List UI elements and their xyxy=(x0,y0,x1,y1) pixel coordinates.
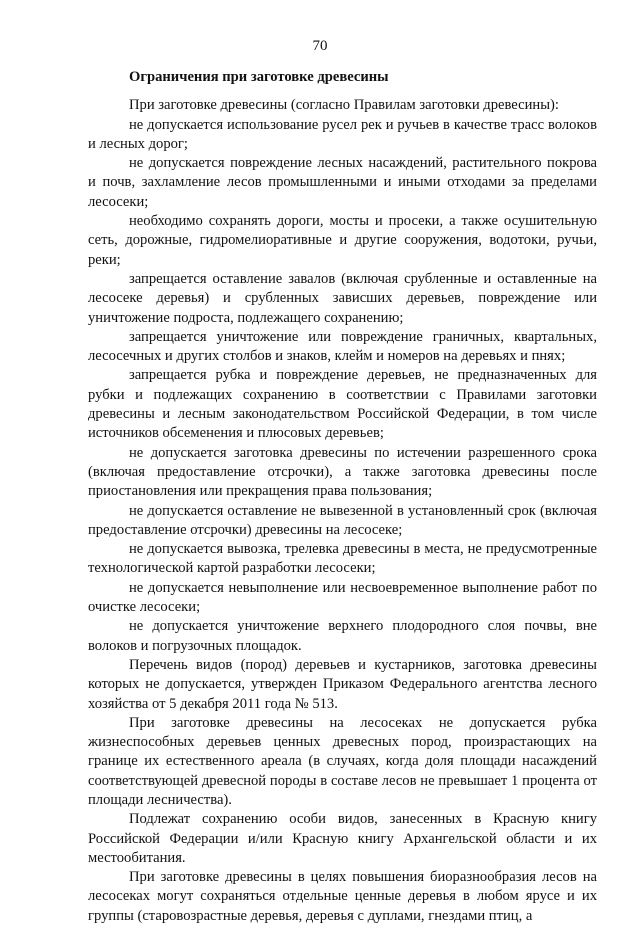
paragraph: не допускается уничтожение верхнего плодородного слоя почвы, вне волоков и погрузочных площадок. xyxy=(88,618,597,654)
paragraph: запрещается рубка и повреждение деревьев, не предназначенных для рубки и подлежащих сохранению в соответствии с Правилами заготовки древесины и лесным законодательством Российской Федерации, в том числе источников обсеменения и плюсовых деревьев; xyxy=(88,367,597,442)
paragraph: не допускается вывозка, трелевка древесины в места, не предусмотренные технологической картой разработки лесосеки; xyxy=(88,541,597,577)
paragraph: запрещается оставление завалов (включая срубленные и оставленные на лесосеке деревья) и срубленных зависших деревьев, повреждение или уничтожение подроста, подлежащего сохранению; xyxy=(88,270,597,326)
paragraph: При заготовке древесины на лесосеках не допускается рубка жизнеспособных деревьев ценных древесных пород, произрастающих на границе их естественного ареала (в случаях, когда доля площади насаждений соответствующей древесной породы в составе лесов не превышает 1 процента от площади лесничества). xyxy=(88,714,597,808)
paragraph: необходимо сохранять дороги, мосты и просеки, а также осушительную сеть, дорожные, гидромелиоративные и другие сооружения, водотоки, ручьи, реки; xyxy=(88,213,597,268)
section-heading: Ограничения при заготовке древесины xyxy=(129,69,389,85)
paragraph: При заготовке древесины (согласно Правилам заготовки древесины): xyxy=(129,97,559,114)
paragraph: не допускается невыполнение или несвоевременное выполнение работ по очистке лесосеки; xyxy=(88,579,597,616)
paragraph: не допускается повреждение лесных насаждений, растительного покрова и почв, захламление лесов промышленными и иными отходами за пределами лесосеки; xyxy=(88,155,597,210)
document-body xyxy=(88,68,597,926)
paragraph: запрещается уничтожение или повреждение граничных, квартальных, лесосечных и других столбов и знаков, клейм и номеров на деревьях и пнях; xyxy=(88,328,597,365)
paragraph: не допускается оставление не вывезенной в установленный срок (включая предоставление отсрочки) древесины на лесосеке; xyxy=(88,502,597,538)
paragraph: Перечень видов (пород) деревьев и кустарников, заготовка древесины которых не допускается, утвержден Приказом Федерального агентства лесного хозяйства от 5 декабря 2011 года № 513. xyxy=(88,656,597,712)
paragraph: При заготовке древесины в целях повышения биоразнообразия лесов на лесосеках могут сохраняться отдельные ценные деревья в любом ярусе и их группы (старовозрастные деревья, деревья с дуплами, гнездами птиц, а xyxy=(88,869,597,924)
paragraph: не допускается использование русел рек и ручьев в качестве трасс волоков и лесных дорог; xyxy=(88,116,597,152)
page-number: 70 xyxy=(312,38,328,54)
paragraph: Подлежат сохранению особи видов, занесенных в Красную книгу Российской Федерации и/или Красную книгу Архангельской области и их местообитания. xyxy=(88,811,597,866)
paragraph: не допускается заготовка древесины по истечении разрешенного срока (включая предоставление отсрочки), а также заготовка древесины после приостановления или прекращения права пользования; xyxy=(88,444,597,500)
